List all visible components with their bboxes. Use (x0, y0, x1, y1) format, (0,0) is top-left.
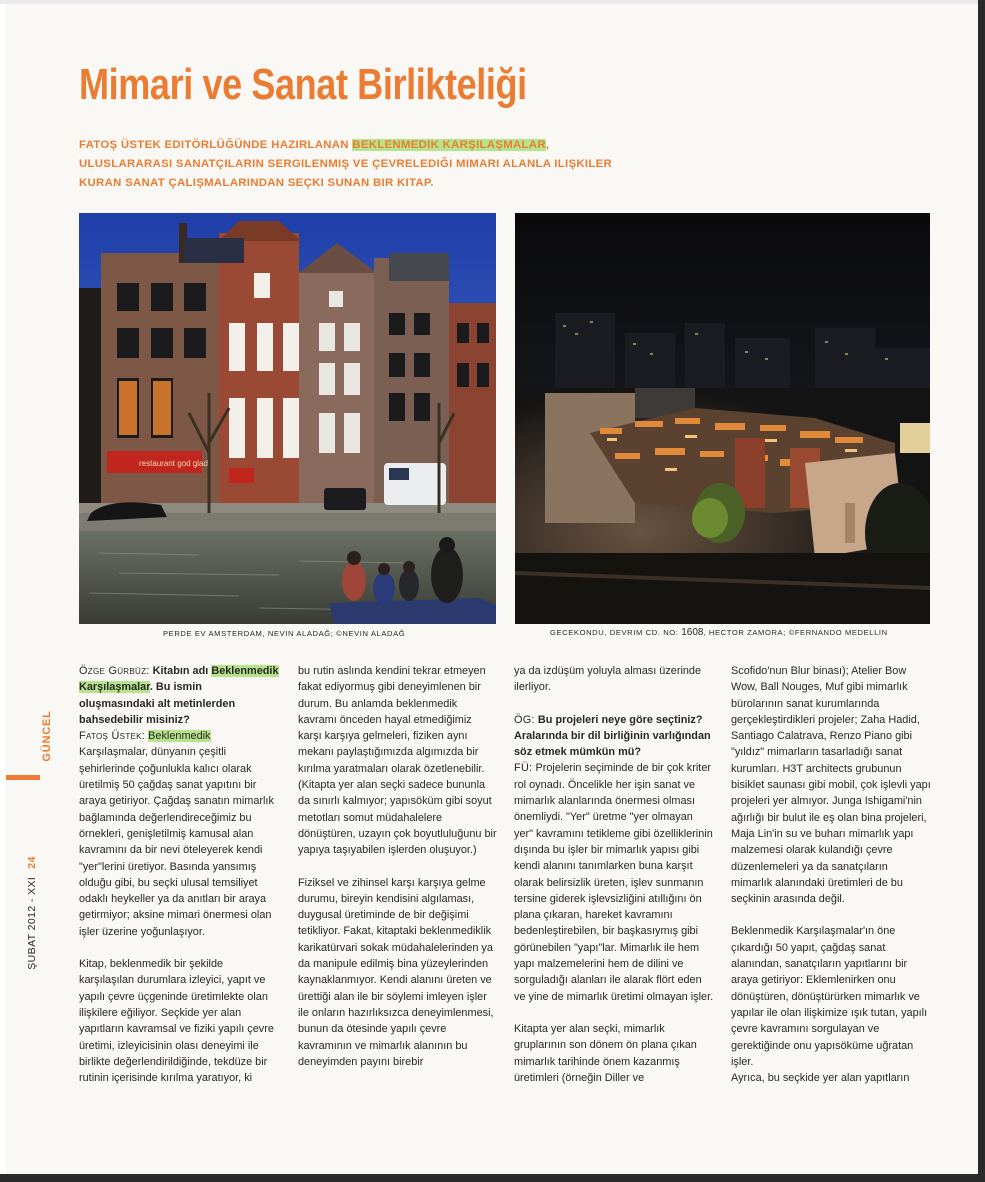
question-2 (514, 712, 714, 761)
text-column-1 (79, 663, 279, 1086)
question-1-highlight: Beklenmedik Karşılaşmalar (79, 665, 279, 694)
answer-1-highlight: Beklenmedik (148, 730, 211, 743)
scan-right-edge (978, 0, 985, 1182)
text-column-3 (514, 663, 714, 1086)
section-label: GÜNCEL (41, 710, 53, 762)
shop-sign: restaurant god glad (139, 459, 208, 468)
night-cityscape-photo (515, 213, 930, 624)
answer-2-text: Projelerin seçiminde de bir çok kriter rol oynadı. Öncelikle her işin sanat ve mimarlık alanlarında önermesi olması önemliydi. "Yer" üretme "yer olmayan yer" kavramını tetikleme gibi özelliklerinin dışında bu işler bir mimarlık yapısı gibi kendi alanını tanımlarken buna karşıt olarak belirsizlik üreten, işlev sunmanın tersine giderek işlevsizliğini atıllığını ön plana çıkaran, hareket kavramını bedenleştirebilen, bir başkasıymış gibi görünebilen "yapı"lar. Mimarlık ile hem yapı malzemelerini hem de dilini ve sorguladığı alanları ile alarak flört eden ve yine de mimarlık üretimi olmayan işler. (514, 762, 714, 1003)
answer-1-text: Karşılaşmalar, dünyanın çeşitli şehirlerinde çoğunlukla kalıcı olarak üretilmiş 50 çağdaş sanat yapıtını bir araya getiriyor. Çağdaş sanatın mimarlık bağlamında değerlendireceğimiz bu örnekleri, genişletilmiş kamusal alan kavramını da bir nevi öteleyerek kendi "yer"lerini üretiyor. Basında yansımış olduğu gibi, bu seçki ulusal temsiliyet odaklı heykeller ya da anıtları bir araya getirmiyor; aksine mimari önermesi olan işler üzerine yoğunlaşıyor. (79, 746, 274, 938)
question-1 (79, 663, 279, 728)
right-photo-caption (550, 627, 888, 638)
page-number: 24 (26, 856, 38, 869)
right-caption-text-end: , HECTOR ZAMORA; ©FERNANDO MEDELLIN (703, 628, 888, 637)
col4-paragraph-3: Ayrıca, bu seçkide yer alan yapıtların (731, 1072, 910, 1085)
answer-1-speaker: Fatoş Üstek: (79, 730, 146, 743)
text-column-4 (731, 663, 931, 1086)
col2-paragraph-1: bu rutin aslında kendini tekrar etmeyen fakat ediyormuş gibi deneyimlenen bir durum. Bu anlamda beklenmedik kavramı önceden hayal etmediğimiz karşı karşıya gelmeleri, fiziken aynı mekanı paylaştığımızda algımızda bir kırılma yaratmaları olarak özetlenebilir. (Kitapta yer alan seçki sadece bununla da sınırlı kalmıyor; yapısöküm gibi soyut metotları somut müdahalelere dönüştüren, uzayın çok boyutluluğunu bir yapıya taşıyabilen işlerden oluşuyor.) (298, 665, 497, 857)
question-1-text-end: . Bu ismin oluşmasındaki alt metinlerden bahsedebilir misiniz? (79, 681, 236, 726)
scan-bottom-edge (0, 1174, 985, 1182)
col3-paragraph-3: Kitapta yer alan seçki, mimarlık gruplarının son dönem ön plana çıkan mimarlık tarihinde önem kazanmış üretimleri (örneğin Diller ve (514, 1022, 697, 1084)
col4-paragraph-1: Scofido'nun Blur binası); Atelier Bow Wow, Ball Nouges, Muf gibi mimarlık bürolarının sanat kurumlarında gerçekleştirdikleri projeler; Zaha Hadid, Santiago Calatrava, Renzo Piano gibi "yıldız" mimarların tasarladığı sanat kurumları. H3T architects grubunun bisiklet saunası gibi mobil, çok işlevli yapı projeleri yer almıyor. Junga Ishigami'nin ağırlığı bir bulut ile eş olan bina projeleri, Maja Lin'in su ve buharı mimarlık yapı malzemesi olarak kulandığı çevre düzenlemeleri ya da sanatçıların mimarlık alanındaki üretimleri de bu seçkinin arasında değil. (731, 665, 931, 906)
question-2-speaker: ÖG: (514, 713, 535, 726)
question-1-text-start: Kitabın adı (152, 665, 209, 677)
answer-2 (514, 760, 714, 1004)
right-caption-number: 1608 (681, 627, 704, 638)
col4-paragraph-2: Beklenmedik Karşılaşmalar'ın öne çıkardığı 50 yapıt, çağdaş sanat alanından, sanatçıların yapıtlarını bir araya getiriyor: Eklemlenirken onu dönüştüren, dönüştürürken mimarlık ve yapılar ile olan ilişkimize ışık tutan, yapılı çevre kavramını sorgulayan ve gerektiğinde onu yapısöküme uğratan işler. (731, 925, 928, 1068)
col2-paragraph-2: Fiziksel ve zihinsel karşı karşıya gelme durumu, bireyin kendisini algılaması, duygusal üretiminde de bir değişimi tetikliyor. Fakat, kitaptaki beklenmediklik karikatürvari sokak müdahalelerinden ya da manipule edilmiş bina yüzeylerinden kaynaklanmıyor. Kendi alanını üreten ve ürettiği alan ile bir söylemi imleyen işler ile onların hazırlıksızca deneyimlenmesi, bunun da ötesinde yapılı çevre kavramının ve mimarlık alanının bu deneyimden payını birebir (298, 876, 494, 1068)
article-title: Mimari ve Sanat Birlikteliği (79, 60, 527, 109)
lede-text-end: , ULUSLARARASI SANATÇILARIN SERGILENMIŞ VE ÇEVRELEDIĞI MIMARI ALANLA ILIŞKILER KURAN SANAT ÇALIŞMALARINDAN SEÇKI SUNAN BIR KITAP. (79, 139, 613, 189)
lede-highlight: BEKLENMEDIK KARŞILAŞMALAR (352, 139, 546, 151)
question-1-speaker: Özge Gürbüz: (79, 665, 150, 677)
canal-houses-photo (79, 213, 496, 624)
answer-1 (79, 728, 279, 940)
col3-paragraph-1: ya da izdüşüm yoluyla alması üzerinde ilerliyor. (514, 665, 702, 694)
article-lede (79, 136, 639, 193)
left-photo-caption: PERDE EV AMSTERDAM, NEVIN ALADAĞ; ©NEVIN ALADAĞ (163, 629, 406, 638)
issue-folio (26, 856, 38, 969)
issue-date: ŞUBAT 2012 - XXI (26, 876, 38, 970)
right-caption-text-start: GECEKONDU, DEVRIM CD. NO: (550, 628, 682, 637)
lede-text-start: FATOŞ ÜSTEK EDITÖRLÜĞÜNDE HAZIRLANAN (79, 139, 353, 151)
col1-paragraph-2: Kitap, beklenmedik bir şekilde karşılaşılan durumlara izleyici, yapıt ve yapılı çevre üçgeninde üretimlekte olan ilişkilere eğiliyor. Seçkide yer alan yapıtların kavramsal ve fiziki yapılı çevre üretimi, izleyicisinin olası deneyimi ile birlikte değerlendirildiğinde, tekdüze bir rutinin içerisinde kırılma yaratıyor, ki (79, 958, 274, 1085)
text-column-2 (298, 663, 498, 1070)
section-bar (6, 775, 40, 780)
answer-2-speaker: FÜ: (514, 762, 533, 775)
question-2-text: Bu projeleri neye göre seçtiniz? Aralarında bir dil birliğinin varlığından söz etmek mümkün mü? (514, 713, 711, 759)
